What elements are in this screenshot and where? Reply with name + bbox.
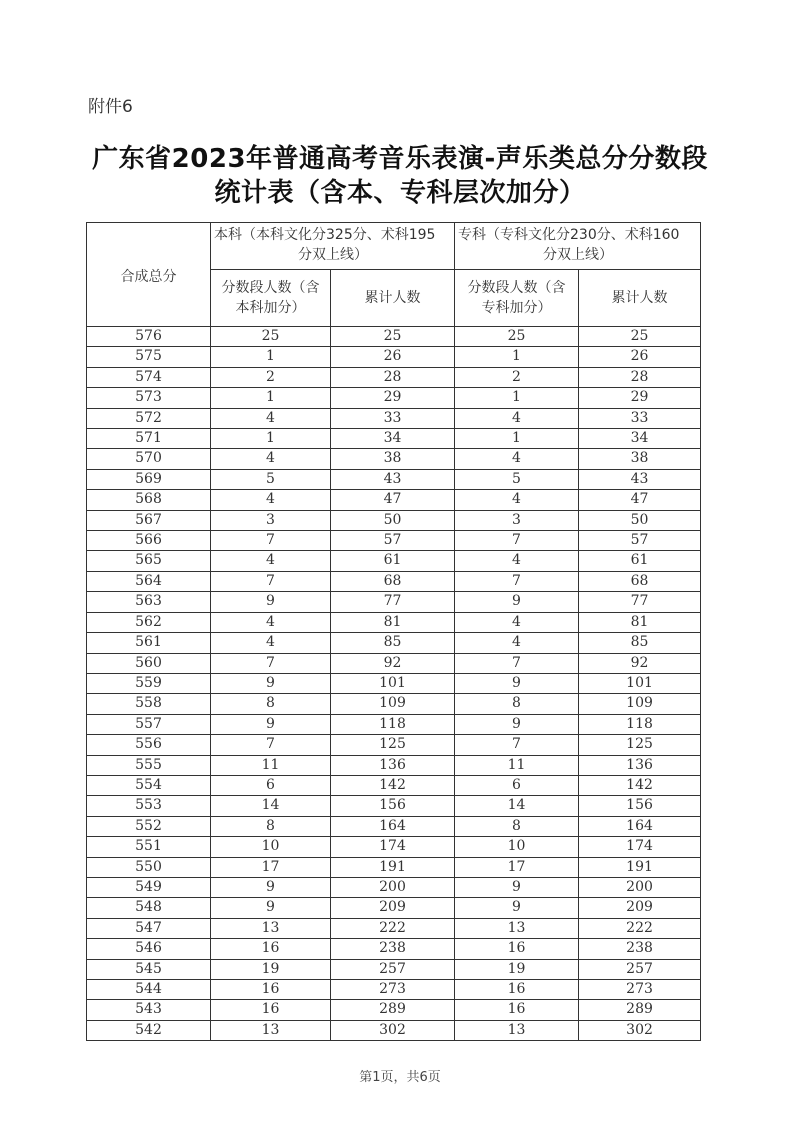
cell-zhuanke-count: 9 [455, 673, 579, 693]
cell-zhuanke-count: 4 [455, 551, 579, 571]
cell-zhuanke-count: 3 [455, 510, 579, 530]
cell-zhuanke-count: 14 [455, 796, 579, 816]
cell-benke-count: 6 [211, 775, 331, 795]
table-row [87, 449, 701, 469]
cell-benke-count: 4 [211, 612, 331, 632]
cell-total-score: 561 [87, 633, 211, 653]
table-row [87, 1020, 701, 1040]
cell-zhuanke-count: 7 [455, 531, 579, 551]
table-row [87, 327, 701, 347]
cell-benke-count: 16 [211, 980, 331, 1000]
cell-benke-count: 9 [211, 877, 331, 897]
cell-benke-cumulative: 125 [331, 735, 455, 755]
cell-zhuanke-count: 9 [455, 877, 579, 897]
document-title-line-2: 统计表（含本、专科层次加分） [214, 178, 586, 208]
cell-zhuanke-cumulative: 191 [579, 857, 701, 877]
table-row [87, 653, 701, 673]
cell-total-score: 562 [87, 612, 211, 632]
table-row [87, 918, 701, 938]
cell-zhuanke-cumulative: 92 [579, 653, 701, 673]
score-distribution-table [86, 222, 701, 1041]
cell-benke-count: 7 [211, 571, 331, 591]
cell-benke-count: 4 [211, 449, 331, 469]
cell-benke-cumulative: 209 [331, 898, 455, 918]
cell-total-score: 549 [87, 877, 211, 897]
cell-zhuanke-cumulative: 156 [579, 796, 701, 816]
cell-benke-cumulative: 85 [331, 633, 455, 653]
cell-benke-count: 4 [211, 633, 331, 653]
cell-benke-count: 7 [211, 735, 331, 755]
cell-zhuanke-count: 11 [455, 755, 579, 775]
cell-total-score: 558 [87, 694, 211, 714]
cell-zhuanke-count: 13 [455, 918, 579, 938]
cell-benke-cumulative: 33 [331, 408, 455, 428]
cell-zhuanke-count: 10 [455, 837, 579, 857]
cell-total-score: 557 [87, 714, 211, 734]
cell-zhuanke-count: 4 [455, 408, 579, 428]
table-row [87, 469, 701, 489]
cell-zhuanke-cumulative: 257 [579, 959, 701, 979]
cell-benke-count: 17 [211, 857, 331, 877]
cell-zhuanke-cumulative: 142 [579, 775, 701, 795]
table-row [87, 408, 701, 428]
header-total-score [87, 223, 211, 327]
cell-benke-count: 11 [211, 755, 331, 775]
cell-total-score: 546 [87, 939, 211, 959]
cell-total-score: 568 [87, 490, 211, 510]
cell-benke-count: 9 [211, 714, 331, 734]
table-row [87, 571, 701, 591]
cell-total-score: 569 [87, 469, 211, 489]
cell-zhuanke-count: 7 [455, 653, 579, 673]
header-total-score-label: 合成总分 [120, 269, 177, 285]
header-benke-cumulative [331, 270, 455, 327]
table-row [87, 347, 701, 367]
cell-zhuanke-count: 1 [455, 429, 579, 449]
table-row [87, 612, 701, 632]
cell-benke-count: 19 [211, 959, 331, 979]
cell-total-score: 550 [87, 857, 211, 877]
cell-zhuanke-count: 7 [455, 571, 579, 591]
table-row [87, 592, 701, 612]
cell-total-score: 543 [87, 1000, 211, 1020]
cell-zhuanke-cumulative: 238 [579, 939, 701, 959]
cell-benke-cumulative: 43 [331, 469, 455, 489]
cell-zhuanke-count: 16 [455, 939, 579, 959]
cell-zhuanke-cumulative: 85 [579, 633, 701, 653]
cell-total-score: 560 [87, 653, 211, 673]
header-row-groups [87, 223, 701, 270]
cell-total-score: 563 [87, 592, 211, 612]
cell-benke-count: 25 [211, 327, 331, 347]
header-zhuanke-group-line1: 专科（专科文化分230分、术科160 [458, 227, 680, 243]
table-row [87, 816, 701, 836]
cell-total-score: 556 [87, 735, 211, 755]
cell-benke-cumulative: 222 [331, 918, 455, 938]
cell-zhuanke-cumulative: 174 [579, 837, 701, 857]
cell-zhuanke-cumulative: 28 [579, 367, 701, 387]
cell-zhuanke-cumulative: 136 [579, 755, 701, 775]
table-row [87, 388, 701, 408]
cell-benke-cumulative: 118 [331, 714, 455, 734]
cell-zhuanke-cumulative: 34 [579, 429, 701, 449]
header-benke-group-line2: 分双上线） [298, 247, 368, 263]
cell-zhuanke-cumulative: 101 [579, 673, 701, 693]
cell-total-score: 548 [87, 898, 211, 918]
cell-zhuanke-cumulative: 68 [579, 571, 701, 591]
header-benke-cumulative-label: 累计人数 [364, 290, 421, 306]
cell-benke-cumulative: 68 [331, 571, 455, 591]
cell-zhuanke-count: 4 [455, 490, 579, 510]
header-zhuanke-group [455, 223, 701, 270]
header-zhuanke-count [455, 270, 579, 327]
cell-zhuanke-count: 7 [455, 735, 579, 755]
cell-zhuanke-count: 8 [455, 816, 579, 836]
cell-total-score: 573 [87, 388, 211, 408]
header-zhuanke-count-line2: 专科加分） [481, 300, 552, 316]
cell-zhuanke-cumulative: 81 [579, 612, 701, 632]
cell-zhuanke-cumulative: 118 [579, 714, 701, 734]
cell-zhuanke-cumulative: 222 [579, 918, 701, 938]
cell-total-score: 576 [87, 327, 211, 347]
cell-benke-count: 8 [211, 816, 331, 836]
cell-benke-cumulative: 164 [331, 816, 455, 836]
header-zhuanke-group-line2: 分双上线） [543, 247, 614, 263]
cell-zhuanke-cumulative: 209 [579, 898, 701, 918]
cell-benke-count: 2 [211, 367, 331, 387]
table-row [87, 694, 701, 714]
cell-benke-cumulative: 92 [331, 653, 455, 673]
header-benke-count-line2: 本科加分） [235, 300, 306, 316]
cell-zhuanke-count: 5 [455, 469, 579, 489]
cell-total-score: 574 [87, 367, 211, 387]
cell-benke-cumulative: 57 [331, 531, 455, 551]
table-row [87, 490, 701, 510]
cell-zhuanke-cumulative: 38 [579, 449, 701, 469]
cell-zhuanke-cumulative: 289 [579, 1000, 701, 1020]
cell-total-score: 559 [87, 673, 211, 693]
cell-benke-count: 4 [211, 408, 331, 428]
cell-benke-count: 7 [211, 531, 331, 551]
cell-benke-count: 4 [211, 551, 331, 571]
cell-benke-cumulative: 26 [331, 347, 455, 367]
cell-benke-cumulative: 47 [331, 490, 455, 510]
cell-benke-count: 13 [211, 918, 331, 938]
cell-total-score: 552 [87, 816, 211, 836]
cell-benke-cumulative: 289 [331, 1000, 455, 1020]
cell-zhuanke-count: 6 [455, 775, 579, 795]
table-row [87, 633, 701, 653]
cell-total-score: 565 [87, 551, 211, 571]
table-row [87, 939, 701, 959]
table-row [87, 714, 701, 734]
table-row [87, 367, 701, 387]
cell-zhuanke-cumulative: 57 [579, 531, 701, 551]
cell-total-score: 570 [87, 449, 211, 469]
cell-zhuanke-cumulative: 25 [579, 327, 701, 347]
cell-zhuanke-count: 9 [455, 592, 579, 612]
cell-zhuanke-cumulative: 26 [579, 347, 701, 367]
cell-benke-cumulative: 25 [331, 327, 455, 347]
cell-benke-cumulative: 101 [331, 673, 455, 693]
table-row [87, 796, 701, 816]
cell-zhuanke-cumulative: 302 [579, 1020, 701, 1040]
cell-zhuanke-cumulative: 125 [579, 735, 701, 755]
cell-total-score: 551 [87, 837, 211, 857]
cell-zhuanke-cumulative: 109 [579, 694, 701, 714]
cell-zhuanke-count: 4 [455, 449, 579, 469]
cell-benke-count: 8 [211, 694, 331, 714]
cell-benke-count: 14 [211, 796, 331, 816]
table-row [87, 959, 701, 979]
cell-total-score: 566 [87, 531, 211, 551]
table-row [87, 980, 701, 1000]
cell-benke-cumulative: 61 [331, 551, 455, 571]
cell-total-score: 547 [87, 918, 211, 938]
cell-total-score: 553 [87, 796, 211, 816]
cell-benke-cumulative: 156 [331, 796, 455, 816]
header-zhuanke-cumulative-label: 累计人数 [611, 290, 668, 306]
cell-benke-cumulative: 109 [331, 694, 455, 714]
table-row [87, 857, 701, 877]
table-row [87, 531, 701, 551]
cell-zhuanke-count: 19 [455, 959, 579, 979]
cell-total-score: 542 [87, 1020, 211, 1040]
cell-benke-cumulative: 302 [331, 1020, 455, 1040]
cell-total-score: 544 [87, 980, 211, 1000]
document-title-line-1: 广东省2023年普通高考音乐表演-声乐类总分分数段 [92, 144, 708, 174]
cell-benke-count: 9 [211, 673, 331, 693]
table-row [87, 877, 701, 897]
cell-zhuanke-cumulative: 61 [579, 551, 701, 571]
cell-benke-count: 5 [211, 469, 331, 489]
table-row [87, 735, 701, 755]
cell-zhuanke-count: 4 [455, 633, 579, 653]
table-row [87, 551, 701, 571]
cell-zhuanke-cumulative: 43 [579, 469, 701, 489]
cell-benke-cumulative: 77 [331, 592, 455, 612]
cell-total-score: 571 [87, 429, 211, 449]
cell-benke-count: 4 [211, 490, 331, 510]
table-row [87, 898, 701, 918]
cell-zhuanke-count: 1 [455, 388, 579, 408]
header-benke-count-line1: 分数段人数（含 [221, 280, 320, 296]
cell-benke-cumulative: 142 [331, 775, 455, 795]
cell-zhuanke-cumulative: 47 [579, 490, 701, 510]
cell-benke-count: 9 [211, 898, 331, 918]
table-row [87, 775, 701, 795]
cell-benke-cumulative: 238 [331, 939, 455, 959]
header-benke-group [211, 223, 455, 270]
cell-benke-cumulative: 29 [331, 388, 455, 408]
cell-benke-count: 16 [211, 1000, 331, 1020]
cell-zhuanke-count: 9 [455, 714, 579, 734]
cell-total-score: 564 [87, 571, 211, 591]
cell-zhuanke-cumulative: 273 [579, 980, 701, 1000]
cell-benke-cumulative: 34 [331, 429, 455, 449]
cell-benke-cumulative: 81 [331, 612, 455, 632]
cell-zhuanke-count: 16 [455, 980, 579, 1000]
cell-zhuanke-count: 9 [455, 898, 579, 918]
cell-benke-cumulative: 174 [331, 837, 455, 857]
cell-zhuanke-count: 1 [455, 347, 579, 367]
cell-zhuanke-count: 8 [455, 694, 579, 714]
cell-zhuanke-count: 13 [455, 1020, 579, 1040]
table-row [87, 1000, 701, 1020]
cell-benke-count: 3 [211, 510, 331, 530]
cell-zhuanke-count: 2 [455, 367, 579, 387]
table-row [87, 837, 701, 857]
cell-zhuanke-count: 17 [455, 857, 579, 877]
cell-total-score: 545 [87, 959, 211, 979]
cell-benke-cumulative: 191 [331, 857, 455, 877]
cell-benke-cumulative: 136 [331, 755, 455, 775]
header-zhuanke-count-line1: 分数段人数（含 [467, 280, 566, 296]
cell-zhuanke-cumulative: 164 [579, 816, 701, 836]
cell-benke-cumulative: 38 [331, 449, 455, 469]
cell-total-score: 572 [87, 408, 211, 428]
table-row [87, 429, 701, 449]
cell-zhuanke-count: 25 [455, 327, 579, 347]
cell-zhuanke-cumulative: 50 [579, 510, 701, 530]
cell-total-score: 555 [87, 755, 211, 775]
page-footer: 第1页，共6页 [359, 1070, 441, 1085]
cell-zhuanke-count: 4 [455, 612, 579, 632]
cell-benke-count: 13 [211, 1020, 331, 1040]
header-benke-count [211, 270, 331, 327]
cell-benke-count: 1 [211, 347, 331, 367]
cell-zhuanke-cumulative: 29 [579, 388, 701, 408]
cell-benke-cumulative: 273 [331, 980, 455, 1000]
cell-total-score: 575 [87, 347, 211, 367]
cell-total-score: 554 [87, 775, 211, 795]
cell-benke-count: 9 [211, 592, 331, 612]
header-zhuanke-cumulative [579, 270, 701, 327]
cell-zhuanke-cumulative: 200 [579, 877, 701, 897]
table-row [87, 755, 701, 775]
cell-benke-count: 1 [211, 388, 331, 408]
cell-zhuanke-cumulative: 77 [579, 592, 701, 612]
cell-total-score: 567 [87, 510, 211, 530]
cell-benke-count: 7 [211, 653, 331, 673]
cell-zhuanke-cumulative: 33 [579, 408, 701, 428]
header-benke-group-line1: 本科（本科文化分325分、术科195 [214, 227, 436, 243]
cell-benke-cumulative: 200 [331, 877, 455, 897]
cell-zhuanke-count: 16 [455, 1000, 579, 1020]
cell-benke-count: 16 [211, 939, 331, 959]
cell-benke-count: 1 [211, 429, 331, 449]
table-row [87, 510, 701, 530]
attachment-label: 附件6 [88, 97, 133, 117]
table-row [87, 673, 701, 693]
cell-benke-cumulative: 257 [331, 959, 455, 979]
cell-benke-count: 10 [211, 837, 331, 857]
cell-benke-cumulative: 28 [331, 367, 455, 387]
cell-benke-cumulative: 50 [331, 510, 455, 530]
